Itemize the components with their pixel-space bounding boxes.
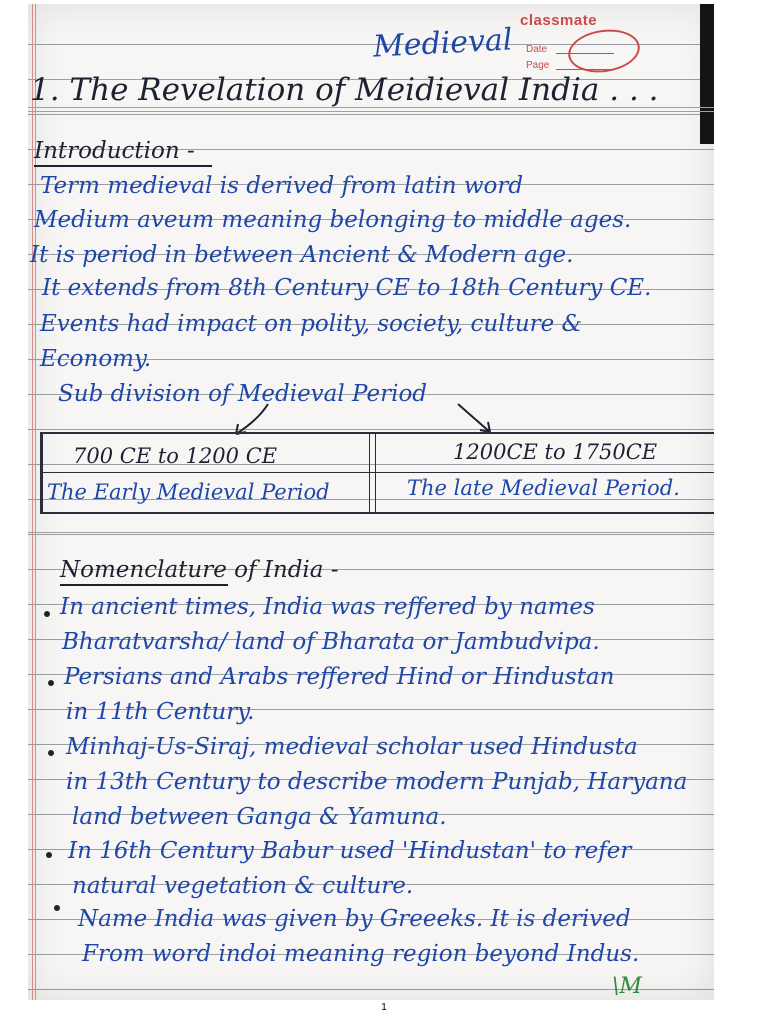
intro-line: Events had impact on polity, society, culture & <box>40 311 583 337</box>
subdivision-heading: Sub division of Medieval Period <box>58 381 428 407</box>
bullet-icon <box>44 611 50 617</box>
intro-line: Medium aveum meaning belonging to middle ages. <box>34 207 632 233</box>
late-period-name: The late Medieval Period. <box>407 476 680 500</box>
nomenclature-line: Persians and Arabs reffered Hind or Hindustan <box>64 664 615 690</box>
heading-underline <box>34 165 212 167</box>
nomenclature-line: Name India was given by Greeeks. It is derived <box>78 906 631 932</box>
classmate-logo <box>516 12 644 72</box>
early-period-name: The Early Medieval Period <box>47 480 330 504</box>
early-period-dates: 700 CE to 1200 CE <box>73 444 278 468</box>
date-label: Date <box>526 44 548 55</box>
intro-line: It extends from 8th Century CE to 18th Century CE. <box>42 275 652 301</box>
bullet-icon <box>54 905 60 911</box>
brand-name: classmate <box>520 12 598 29</box>
nomenclature-line: in 11th Century. <box>66 699 255 725</box>
table-row-divider <box>43 472 714 473</box>
notebook-page <box>28 4 714 1000</box>
nomenclature-line: In ancient times, India was reffered by names <box>60 594 595 620</box>
bullet-icon <box>46 852 52 858</box>
nomenclature-line: Minhaj-Us-Siraj, medieval scholar used Hindusta <box>66 734 638 760</box>
heading-underline <box>60 584 228 586</box>
bullet-icon <box>48 750 54 756</box>
margin-line <box>32 4 33 1000</box>
header-rule <box>28 111 714 112</box>
bullet-icon <box>48 680 54 686</box>
nomenclature-heading: Nomenclature of India - <box>60 557 339 583</box>
nomenclature-line: Bharatvarsha/ land of Bharata or Jambudvipa. <box>62 629 600 655</box>
subdivision-table <box>40 432 714 514</box>
page-title: 1. The Revelation of Meidieval India . . . <box>30 72 659 108</box>
nomenclature-line: land between Ganga & Yamuna. <box>72 804 447 830</box>
late-period-dates: 1200CE to 1750CE <box>453 440 658 464</box>
nomenclature-line: From word indoi meaning region beyond Indus. <box>82 941 640 967</box>
topic-heading: Medieval <box>372 22 514 65</box>
nomenclature-line: natural vegetation & culture. <box>72 873 414 899</box>
intro-line: Term medieval is derived from latin word <box>40 173 524 199</box>
intro-line: Economy. <box>40 346 152 372</box>
page-label: Page <box>526 60 550 71</box>
nomenclature-line: In 16th Century Babur used 'Hindustan' to refer <box>68 838 632 864</box>
intro-line: It is period in between Ancient & Modern age. <box>30 242 574 268</box>
introduction-heading: Introduction - <box>34 138 195 164</box>
nomenclature-line: in 13th Century to describe modern Punjab, Haryana <box>66 769 688 795</box>
page-edge-shadow <box>700 4 714 144</box>
section-rule <box>28 532 714 533</box>
table-divider <box>369 434 376 512</box>
page-number: 1 <box>381 1002 387 1013</box>
signature-mark: \M <box>612 974 642 999</box>
